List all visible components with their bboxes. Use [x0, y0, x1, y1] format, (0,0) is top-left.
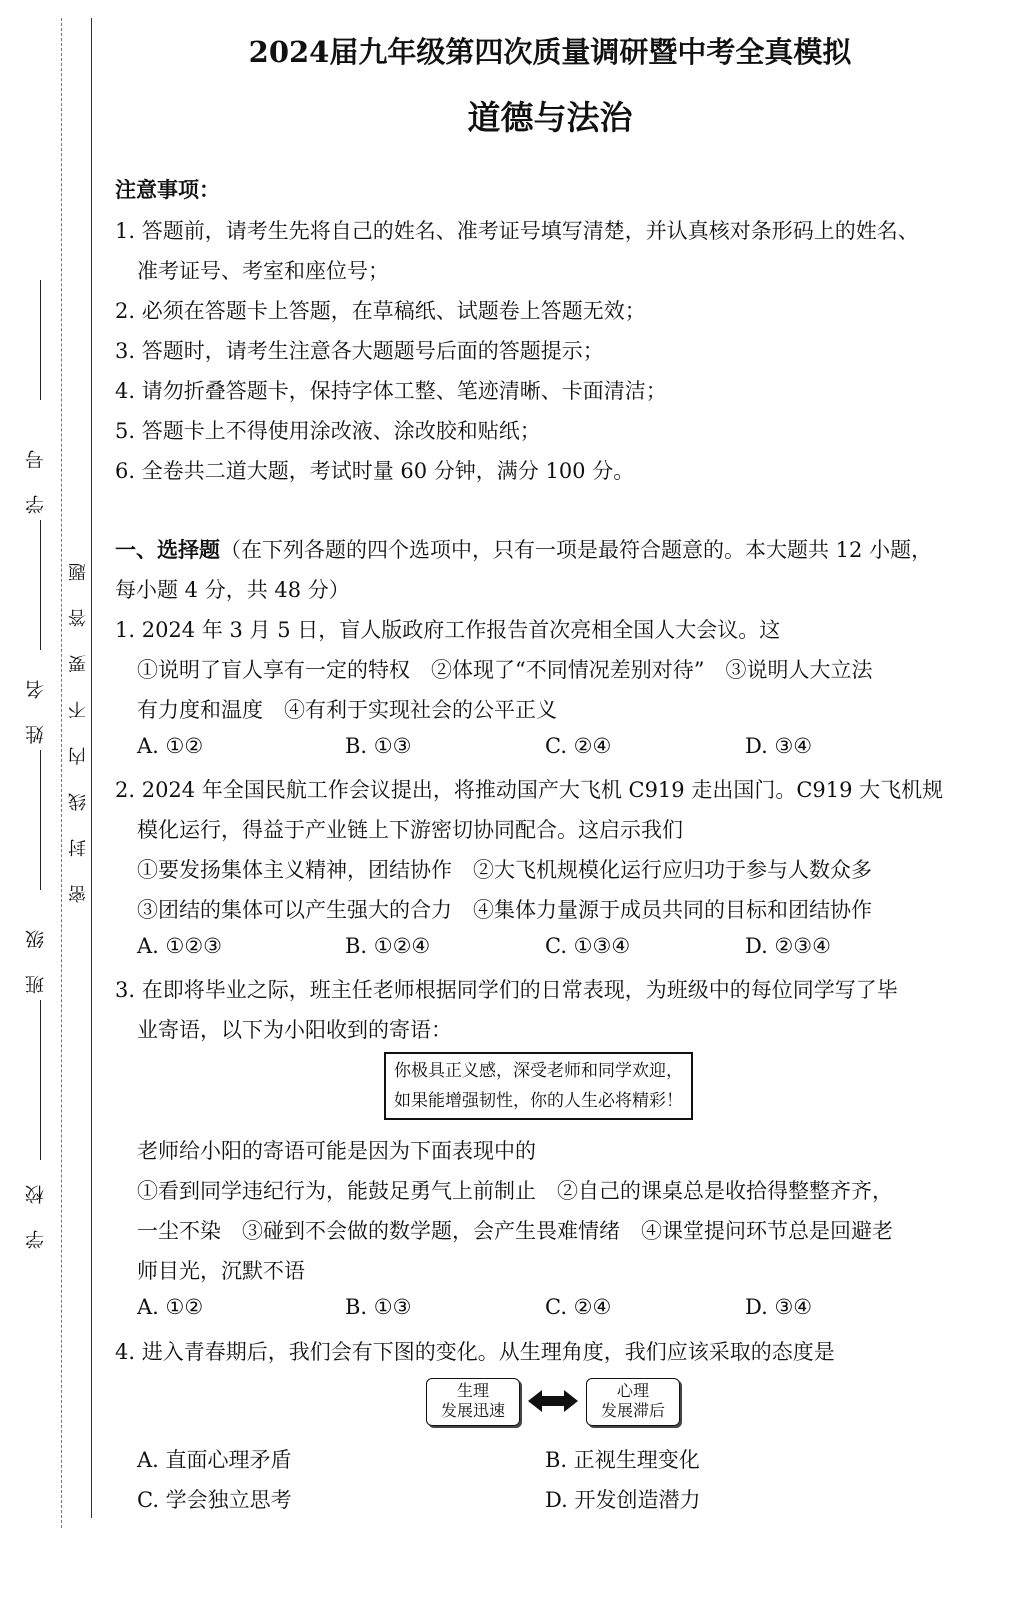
notice-item: 1. 答题前，请考生先将自己的姓名、准考证号填写清楚，并认真核对条形码上的姓名、 [115, 219, 919, 243]
box-line: 发展滞后 [600, 1401, 665, 1420]
question-stem: 4. 进入青春期后，我们会有下图的变化。从生理角度，我们应该采取的态度是 [115, 1340, 835, 1364]
question-stem-cont: 业寄语，以下为小阳收到的寄语： [137, 1018, 452, 1042]
school-label: 学 校 [25, 1175, 47, 1250]
option-a: A. ①② [137, 734, 204, 758]
option-c: C. ②④ [545, 734, 612, 758]
student-no-underline [40, 280, 41, 400]
question-stem: 3. 在即将毕业之际，班主任老师根据同学们的日常表现，为班级中的每位同学写了毕 [115, 978, 898, 1002]
farewell-message-line: 你极具正义感，深受老师和同学欢迎， [394, 1061, 683, 1081]
question-statement: 一尘不染 ③碰到不会做的数学题，会产生畏难情绪 ④课堂提问环节总是回避老 [137, 1219, 893, 1243]
question-statement: ①说明了盲人享有一定的特权 ②体现了“不同情况差别对待” ③说明人大立法 [137, 658, 873, 682]
double-arrow-icon [528, 1386, 578, 1416]
question-statement: ①要发扬集体主义精神，团结协作 ②大飞机规模化运行应归功于参与人数众多 [137, 858, 872, 882]
student-no-label: 学 号 [25, 440, 47, 515]
question-stem-cont: 模化运行，得益于产业链上下游密切协同配合。这启示我们 [137, 818, 683, 842]
option-b: B. 正视生理变化 [545, 1448, 700, 1472]
notice-heading: 注意事项： [115, 177, 220, 202]
question-stem: 2. 2024 年全国民航工作会议提出，将推动国产大飞机 C919 走出国门。C919 大飞机规 [115, 778, 944, 802]
exam-title: 2024届九年级第四次质量调研暨中考全真模拟 [248, 35, 852, 69]
question-statement: 有力度和温度 ④有利于实现社会的公平正义 [137, 698, 557, 722]
option-b: B. ①②④ [345, 934, 431, 958]
option-c: C. 学会独立思考 [137, 1488, 292, 1512]
notice-item: 2. 必须在答题卡上答题，在草稿纸、试题卷上答题无效； [115, 299, 646, 323]
section-heading: 一、选择题 [115, 537, 220, 562]
option-a: A. ①② [137, 1295, 204, 1319]
question-prompt: 老师给小阳的寄语可能是因为下面表现中的 [137, 1139, 536, 1163]
farewell-message-box [384, 1052, 693, 1120]
option-d: D. 开发创造潜力 [545, 1488, 701, 1512]
box-line: 心理 [616, 1381, 649, 1400]
box-line: 生理 [456, 1381, 489, 1400]
farewell-message-line: 如果能增强韧性，你的人生必将精彩！ [394, 1091, 683, 1111]
section-description-cont: 每小题 4 分，共 48 分） [115, 578, 350, 602]
option-a: A. 直面心理矛盾 [137, 1448, 292, 1472]
binding-dashed-line [61, 18, 62, 1528]
psychological-development-box [586, 1378, 680, 1426]
subject-title: 道德与法治 [467, 98, 633, 137]
option-b: B. ①③ [345, 1295, 412, 1319]
section-heading-row [115, 534, 932, 564]
name-label: 姓 名 [25, 670, 47, 745]
question-statement: 师目光，沉默不语 [137, 1259, 305, 1283]
notice-item: 5. 答题卡上不得使用涂改液、涂改胶和贴纸； [115, 419, 541, 443]
option-d: D. ②③④ [745, 934, 831, 958]
notice-item: 4. 请勿折叠答题卡，保持字体工整、笔迹清晰、卡面清洁； [115, 379, 667, 403]
option-a: A. ①②③ [137, 934, 222, 958]
option-c: C. ②④ [545, 1295, 612, 1319]
box-line: 发展迅速 [440, 1401, 505, 1420]
option-c: C. ①③④ [545, 934, 631, 958]
notice-item: 6. 全卷共二道大题，考试时量 60 分钟，满分 100 分。 [115, 459, 635, 483]
notice-item: 准考证号、考室和座位号； [137, 259, 389, 283]
school-underline [40, 1000, 41, 1160]
question-stem: 1. 2024 年 3 月 5 日，盲人版政府工作报告首次亮相全国人大会议。这 [115, 618, 781, 642]
name-underline [40, 520, 41, 650]
section-description: （在下列各题的四个选项中，只有一项是最符合题意的。本大题共 12 小题， [220, 538, 933, 562]
option-d: D. ③④ [745, 734, 813, 758]
class-label: 班 级 [25, 920, 47, 995]
seal-line-notice: 密封线内不要答题 [68, 535, 89, 903]
question-statement: ③团结的集体可以产生强大的合力 ④集体力量源于成员共同的目标和团结协作 [137, 898, 872, 922]
option-d: D. ③④ [745, 1295, 813, 1319]
class-underline [40, 750, 41, 890]
notice-item: 3. 答题时，请考生注意各大题题号后面的答题提示； [115, 339, 604, 363]
physical-development-box [426, 1378, 520, 1426]
question-statement: ①看到同学违纪行为，能鼓足勇气上前制止 ②自己的课桌总是收拾得整整齐齐， [137, 1179, 893, 1203]
option-b: B. ①③ [345, 734, 412, 758]
